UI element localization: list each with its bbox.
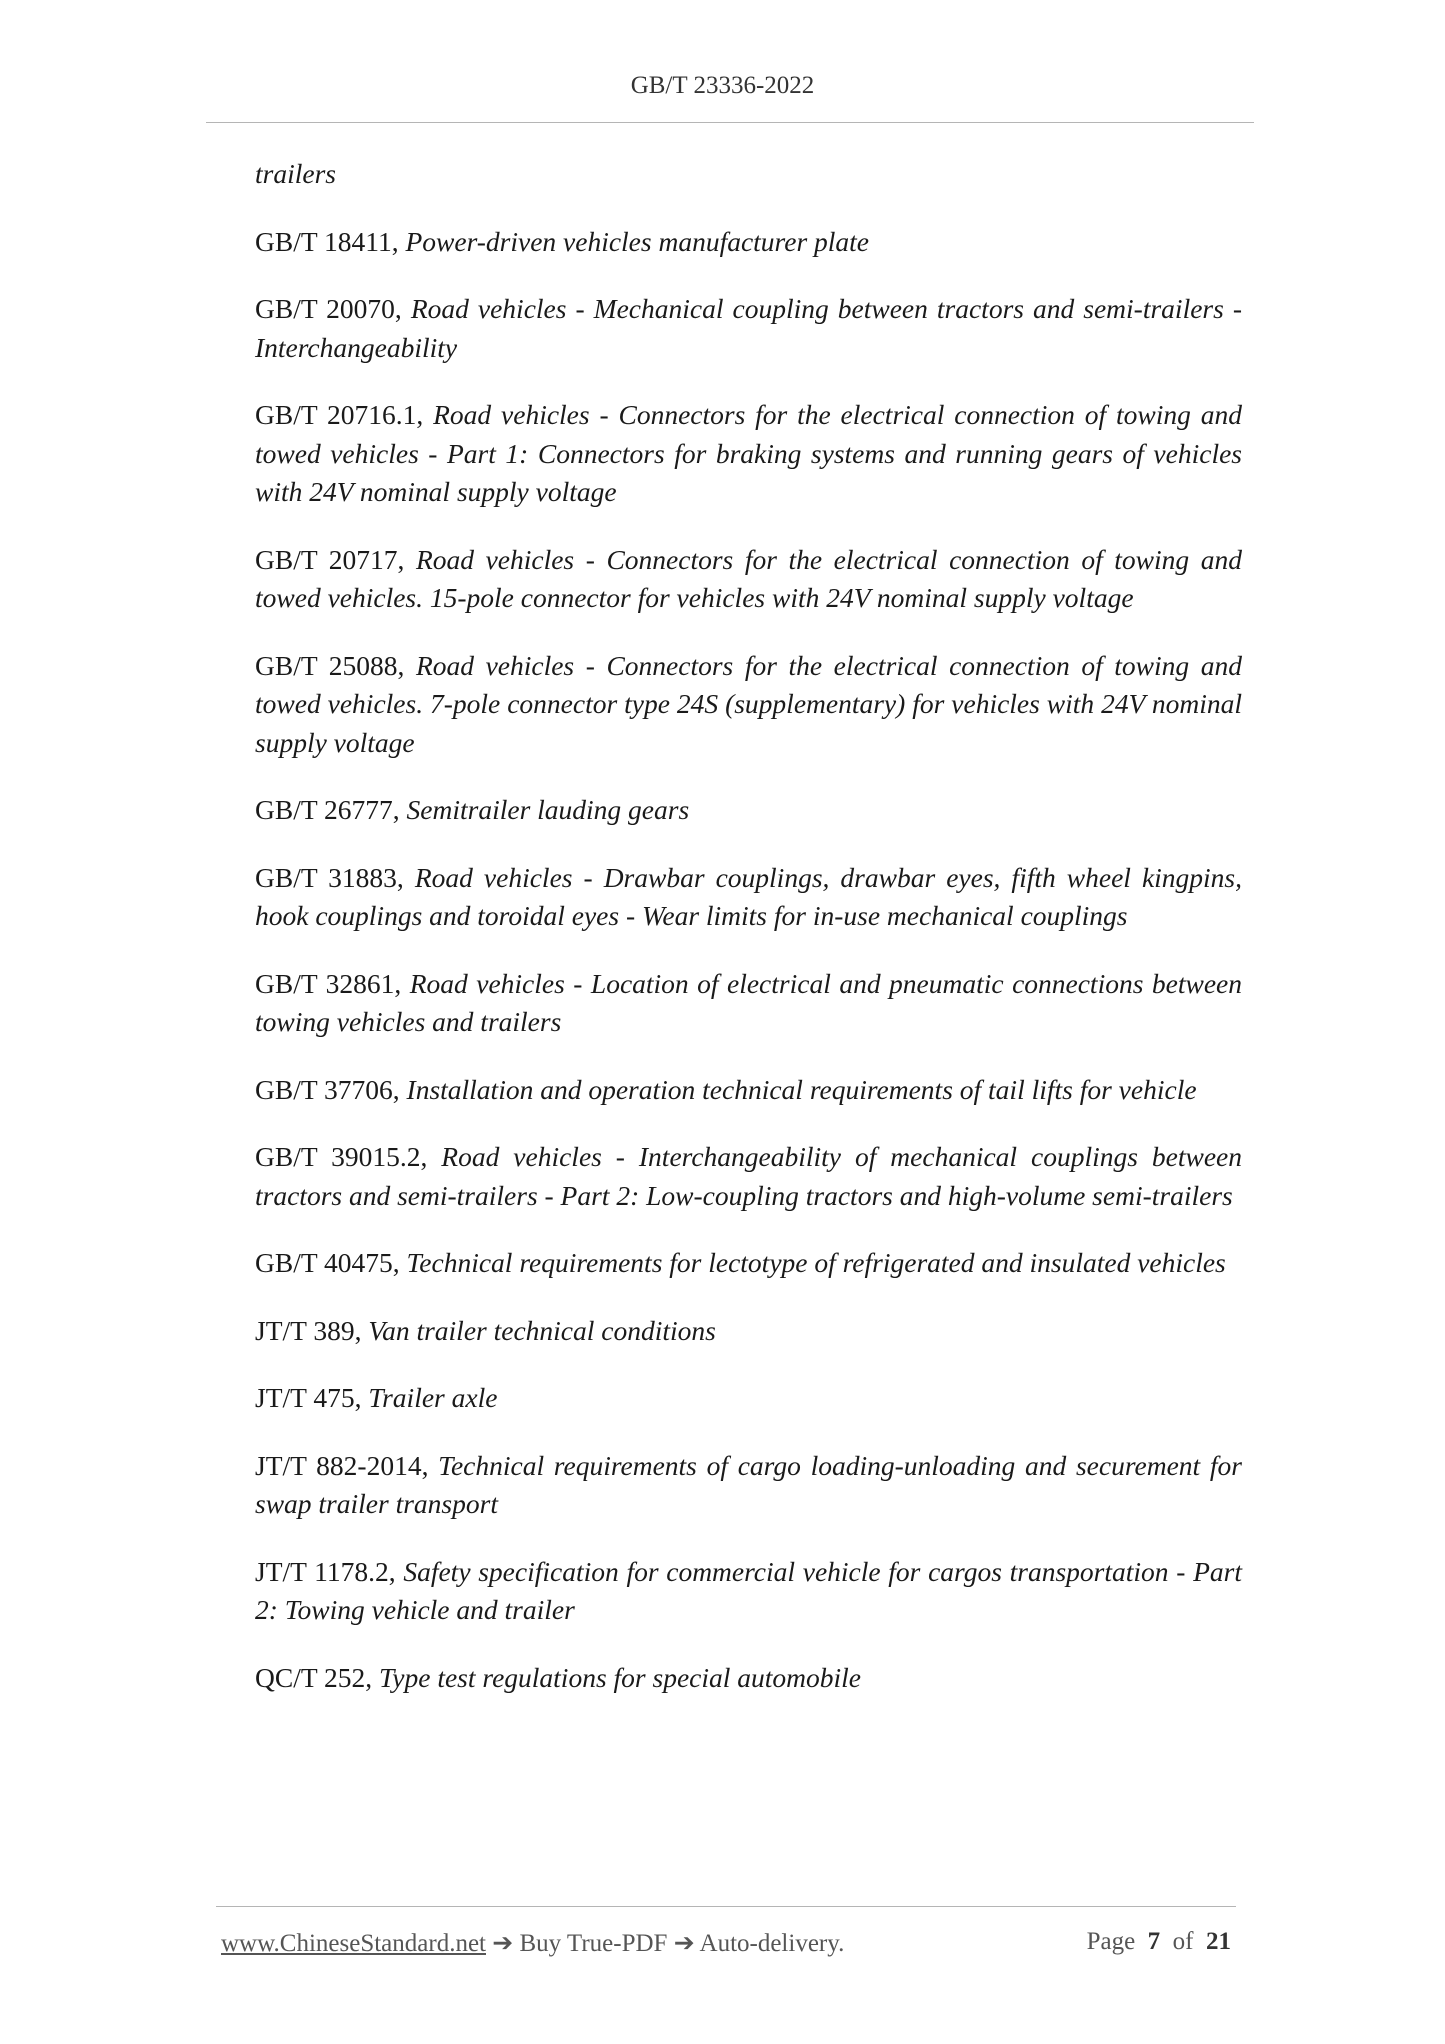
reference-title: Road vehicles - Drawbar couplings, drawbar eyes, fifth wheel kingpins, hook couplings and toroidal eyes - Wear limits for in-use mechanical couplings: [255, 861, 1243, 931]
running-header: GB/T 23336-2022: [630, 72, 815, 99]
reference-item: [255, 647, 1242, 763]
reference-code: JT/T 475,: [255, 1382, 369, 1413]
reference-title: Trailer axle: [368, 1382, 498, 1413]
site-link[interactable]: www.ChineseStandard.net: [221, 1930, 486, 1957]
reference-title: Road vehicles - Connectors for the electrical connection of towing and towed vehicles - Part 1: Connectors for braking systems and running gears of vehicles with 24V nominal supply voltage: [255, 399, 1242, 507]
reference-code: GB/T 32861,: [255, 967, 410, 999]
reference-code: JT/T 1178.2,: [255, 1555, 404, 1587]
reference-item: [255, 1659, 1242, 1698]
reference-code: QC/T 252,: [255, 1661, 380, 1693]
reference-item: [255, 1447, 1242, 1524]
reference-title: Type test regulations for special automobile: [379, 1661, 861, 1693]
arrow-right-icon: ➔: [486, 1930, 520, 1957]
footer-divider: [216, 1906, 1236, 1907]
reference-code: JT/T 882-2014,: [255, 1449, 439, 1481]
reference-title: Road vehicles - Connectors for the electrical connection of towing and towed vehicles. 7-pole connector type 24S (supplementary) for vehicles with 24V nominal supply voltage: [255, 649, 1242, 758]
page-label: Page: [1086, 1928, 1136, 1955]
reference-code: GB/T 39015.2,: [255, 1141, 442, 1172]
reference-title: Road vehicles - Mechanical coupling between tractors and semi-trailers - Interchangeability: [255, 293, 1242, 363]
reference-title: trailers: [255, 158, 336, 189]
buy-pdf-text: Buy True-PDF: [519, 1930, 668, 1957]
reference-code: GB/T 20070,: [255, 293, 411, 324]
reference-code: JT/T 389,: [255, 1314, 369, 1346]
reference-item: [255, 1244, 1242, 1283]
arrow-right-icon: ➔: [667, 1930, 700, 1957]
reference-item: [255, 1071, 1242, 1110]
reference-code: GB/T 37706,: [255, 1073, 407, 1105]
reference-item: [255, 1379, 1242, 1418]
reference-title: Technical requirements for lectotype of refrigerated and insulated vehicles: [406, 1247, 1226, 1278]
footer-promo: [221, 1928, 844, 1958]
reference-item: [255, 1138, 1242, 1215]
reference-title: Power-driven vehicles manufacturer plate: [405, 225, 870, 257]
reference-item: [255, 155, 1242, 194]
reference-item: [255, 290, 1242, 367]
reference-title: Safety specification for commercial vehicle for cargos transportation - Part 2: Towing vehicle and trailer: [255, 1555, 1242, 1625]
reference-title: Technical requirements of cargo loading-unloading and securement for swap trailer transport: [255, 1449, 1242, 1519]
reference-code: GB/T 18411,: [255, 225, 406, 257]
reference-item: [255, 223, 1242, 262]
page-counter: [1087, 1928, 1231, 1956]
page-number: 7: [1147, 1928, 1161, 1955]
reference-item: [255, 791, 1242, 830]
reference-item: [255, 859, 1242, 936]
reference-item: [255, 965, 1242, 1042]
reference-code: GB/T 25088,: [255, 649, 416, 681]
reference-item: [255, 541, 1242, 618]
reference-item: [255, 396, 1242, 512]
reference-title: Semitrailer lauding gears: [406, 794, 690, 825]
reference-title: Installation and operation technical requirements of tail lifts for vehicle: [406, 1073, 1197, 1105]
reference-code: GB/T 31883,: [255, 861, 415, 893]
reference-list: [255, 155, 1242, 1726]
reference-code: GB/T 40475,: [255, 1247, 407, 1278]
reference-code: GB/T 20716.1,: [255, 399, 434, 430]
of-label: of: [1172, 1928, 1194, 1955]
reference-title: Road vehicles - Connectors for the electrical connection of towing and towed vehicles. 15-pole connector for vehicles with 24V nominal supply voltage: [255, 543, 1242, 613]
reference-item: [255, 1312, 1242, 1351]
total-pages: 21: [1206, 1928, 1231, 1955]
reference-code: GB/T 26777,: [255, 794, 407, 825]
reference-code: GB/T 20717,: [255, 543, 416, 575]
reference-title: Road vehicles - Location of electrical and pneumatic connections between towing vehicles and trailers: [255, 967, 1242, 1037]
reference-title: Van trailer technical conditions: [368, 1314, 716, 1346]
reference-title: Road vehicles - Interchangeability of mechanical couplings between tractors and semi-trailers - Part 2: Low-coupling tractors and high-volume semi-trailers: [255, 1141, 1242, 1211]
reference-item: [255, 1553, 1242, 1630]
header-divider: [206, 122, 1254, 123]
auto-delivery-text: Auto-delivery.: [699, 1930, 845, 1957]
